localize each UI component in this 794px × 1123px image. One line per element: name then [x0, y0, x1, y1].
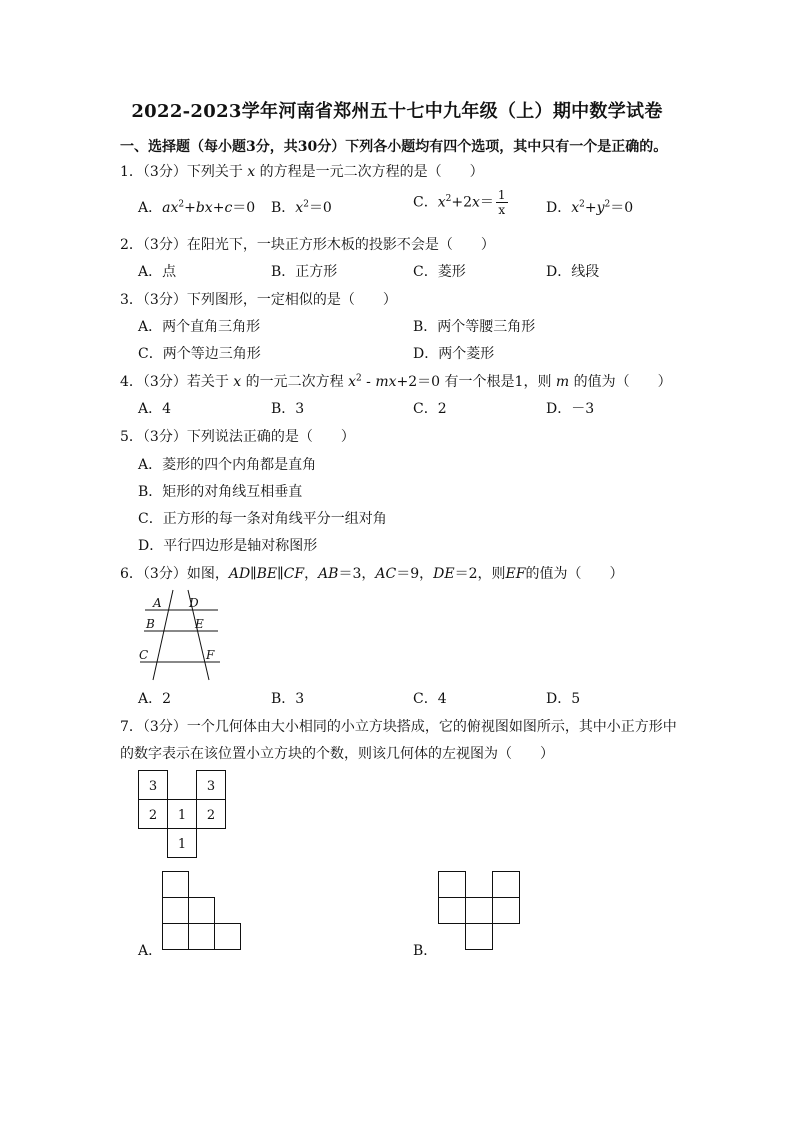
question-7-option-a[interactable]: A．: [138, 943, 163, 959]
question-1-option-b[interactable]: B．$x^2=0$: [271, 199, 332, 216]
grid-number: 2: [206, 808, 216, 823]
question-5-option-d[interactable]: D．平行四边形是轴对称图形: [138, 538, 318, 554]
point-c-label: C: [139, 648, 149, 662]
point-b-label: B: [146, 617, 155, 631]
question-3-option-b[interactable]: B．两个等腰三角形: [413, 319, 536, 335]
question-4-option-b[interactable]: B．3: [271, 401, 305, 417]
section-heading: 一、选择题（每小题3分，共30分）下列各小题均有四个选项，其中只有一个是正确的。: [120, 139, 668, 155]
point-a-label: A: [153, 596, 162, 610]
grid-number: 2: [148, 808, 158, 823]
question-6-option-d[interactable]: D．5: [546, 691, 581, 707]
question-4-option-a[interactable]: A．4: [138, 401, 172, 417]
option-a-left-view: [162, 871, 242, 951]
top-view-grid: [138, 770, 230, 860]
question-1-option-c[interactable]: C．$x^2+2x=$ $\frac{1}{x}$: [413, 188, 506, 217]
question-2-option-a[interactable]: A．点: [138, 264, 177, 280]
question-6-option-a[interactable]: A．2: [138, 691, 172, 707]
question-2-option-c[interactable]: C．菱形: [413, 264, 466, 280]
question-6-stem: 6．（3分）如图，AD∥BE∥CF，AB＝3，AC＝9，DE＝2，则EF的值为（ ）: [120, 566, 624, 582]
question-3-option-d[interactable]: D．两个菱形: [413, 346, 495, 362]
question-1-stem: 1．（3分）下列关于 x 的方程是一元二次方程的是（ ）: [120, 164, 484, 180]
question-4-option-c[interactable]: C．2: [413, 401, 447, 417]
question-2-stem: 2．（3分）在阳光下，一块正方形木板的投影不会是（ ）: [120, 237, 495, 253]
question-6-option-c[interactable]: C．4: [413, 691, 447, 707]
question-4-option-d[interactable]: D．－3: [546, 401, 595, 417]
question-5-option-b[interactable]: B．矩形的对角线互相垂直: [138, 484, 303, 500]
question-7-stem-line-1: 7．（3分）一个几何体由大小相同的小立方块搭成，它的俯视图如图所示，其中小正方形中: [120, 719, 677, 735]
grid-number: 1: [177, 837, 187, 852]
question-1-option-a[interactable]: A．$ax^2+bx+c=0$: [138, 199, 256, 216]
fraction: $\frac{1}{x}$: [497, 188, 506, 217]
point-d-label: D: [189, 596, 199, 610]
question-2-option-b[interactable]: B．正方形: [271, 264, 338, 280]
point-e-label: E: [195, 617, 204, 631]
option-b-left-view: [438, 871, 522, 951]
question-3-option-a[interactable]: A．两个直角三角形: [138, 319, 261, 335]
question-5-option-c[interactable]: C．正方形的每一条对角线平分一组对角: [138, 511, 387, 527]
question-4-stem: 4．（3分）若关于 x 的一元二次方程 $x^2 - mx+2=0$ 有一个根是1，则 m 的值为（ ）: [120, 373, 672, 390]
question-2-option-d[interactable]: D．线段: [546, 264, 600, 280]
question-7-option-b[interactable]: B．: [413, 943, 438, 959]
grid-number: 1: [177, 808, 187, 823]
question-5-stem: 5．（3分）下列说法正确的是（ ）: [120, 429, 355, 445]
page-title: 2022-2023学年河南省郑州五十七中九年级（上）期中数学试卷: [131, 101, 663, 122]
question-7-stem-line-2: 的数字表示在该位置小立方块的个数，则该几何体的左视图为（ ）: [120, 746, 554, 762]
grid-number: 3: [206, 779, 216, 794]
question-6-option-b[interactable]: B．3: [271, 691, 305, 707]
grid-number: 3: [148, 779, 158, 794]
point-f-label: F: [206, 648, 215, 662]
parallel-lines-figure: [135, 590, 225, 682]
question-5-option-a[interactable]: A．菱形的四个内角都是直角: [138, 457, 317, 473]
question-3-stem: 3．（3分）下列图形，一定相似的是（ ）: [120, 292, 397, 308]
question-3-option-c[interactable]: C．两个等边三角形: [138, 346, 261, 362]
question-1-option-d[interactable]: D．$x^2+y^2=0$: [546, 199, 634, 216]
